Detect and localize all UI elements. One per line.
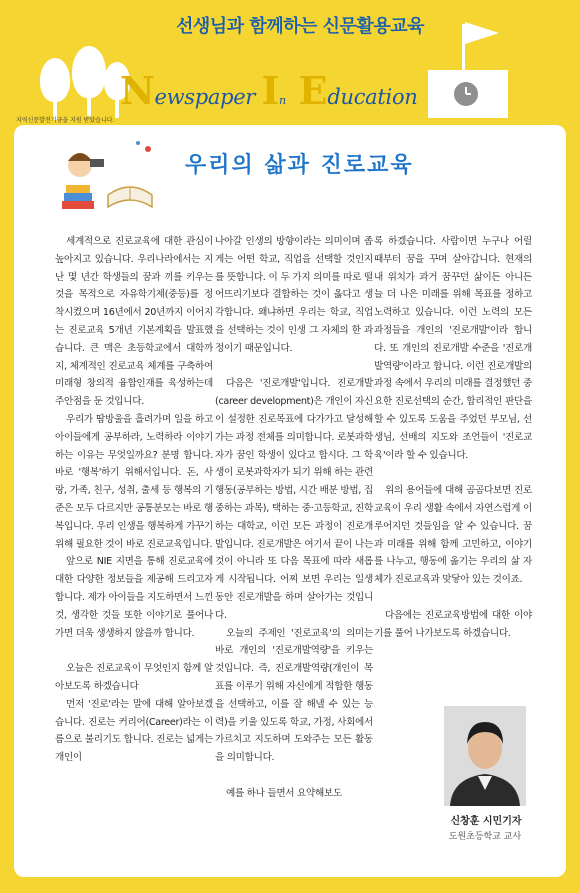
header	[0, 0, 580, 118]
author-affiliation: 도원초등학교 교사	[448, 832, 522, 842]
paragraph: 다음에는 진로교육방법에 대한 이야기를 풀어 나가보도록 하겠습니다.	[374, 609, 532, 639]
paragraph: 다음은 '진로개발'입니다. 진로개발(career development)은 개인이 자신이 설정한 진로목표에 다가가고 달성해가는 과정 전체를 의미합니다. 로봇과학자가 꿈인 학생이 있다고 합시다. 그 학생이 로봇과학자가 되기 위해 하는 관련 행동(공부하는 방법, 시간 배분 방법, 집중하는 과목), 택하는 중·고등학교, 진학하는 대학교, 이런 모든 과정이 진로개발입니다. 진로개발은 여기서 끝이 나는 것이 아니라 또 다음 목표에 따라 새롭게 시작됩니다. 어찌 보면 우리는 일생동안 진로개발을 하며 살아가는 것입니다.	[215, 378, 373, 621]
paragraph: 록 하겠습니다. 사람이면 누구나 어릴 때부터 꿈을 꾸며 살아갑니다. 현재의 내 위치가 과거 꿈꾸던 삶이든 아니든 늘 더 나은 미래를 위해 목표를 정하고 노력하고 있습니다. 이런 노력의 모든 과정들을 개인의 '진로개발'이라 합니다. 또 개인의 진로개발 수준을 '진로개발역량'이라고 합니다. 이런 진로개발의 과정 속에서 우리의 미래를 결정했던 중요한 진로선택의 순간, 합리적인 판단을 할 수 있도록 도움을 주었던 부모님, 선생님, 선배의 지도와 조언들이 '진로교육'이라 할 수 있습니다.	[374, 236, 532, 461]
paragraph: 나아갈 인생의 방향이라는 의미이며 좁게는 어떤 학교, 직업을 선택할 것인지를 뜻합니다. 이 두 가지 의미를 따로 떨어뜨리기보다 결합하는 것이 옳다고 생각합니다. 왜냐하면 우리는 학교, 직업을 선택하는 것이 인생 그 자체의 한 과정이기 때문입니다.	[215, 236, 373, 354]
paragraph: 앞으로 NIE 지면을 통해 진로교육에 대한 다양한 정보들을 제공해 드리고자 합니다. 제가 아이들을 지도하면서 느낀 것, 생각한 것들 또한 이야기로 풀어나가면 더욱 생생하지 않을까 합니다.	[55, 556, 213, 639]
paragraph: 세계적으로 진로교육에 대한 관심이 높아지고 있습니다. 우리나라에서는 지난 몇 년간 학생들의 꿈과 끼를 키우는 것을 목적으로 자유학기제(중등)를 정착시켰으며 16년에서 20년까지 이어지는 진로교육 5개년 기본계획을 발표했습니다. 큰 맥은 초등학교에서 대학까지, 체계적인 진로교육 체계를 구축하여 미래형 창의적 융합인재를 육성하는데 주안점을 둔 것입니다.	[55, 236, 213, 408]
reading-child-illustration	[60, 135, 160, 215]
paragraph: 위의 용어들에 대해 곰곰다보면 진로교육이 우리 생활 속에서 자연스럽게 이루어지던 것들임을 알 수 있습니다. 꿈과 미래를 위해 함께 고민하고, 이야기를 나누고, 행동에 옮기는 우리의 삶 자체가 진로교육과 맞닿아 있는 것이죠.	[374, 485, 532, 586]
funding-note: 지역신문발전기금을 지원 받았습니다.	[16, 117, 115, 124]
article-column-3	[374, 233, 532, 642]
nie-logo-text: Newspaper In Education	[120, 68, 418, 113]
article-column-1	[55, 233, 213, 767]
clock-icon	[452, 80, 480, 108]
paragraph: 오늘의 주제인 '진로교육'의 의미는 바로 개인의 '진로개발역량'을 키우는 것입니다. 즉, 진로개발역량(개인이 목표를 이루기 위해 자신에게 적합한 행동을 선택하고, 이를 잘 해낼 수 있는 능력)을 키울 있도록 학교, 가정, 사회에서 가르치고 지도하며 도와주는 모든 활동을 의미합니다.	[215, 627, 373, 764]
paragraph: 예를 하나 들면서 요약해보도	[226, 787, 342, 799]
section-title: 선생님과 함께하는 신문활용교육	[176, 16, 424, 37]
article-title: 우리의 삶과 진로교육	[185, 153, 414, 178]
flag-icon	[465, 22, 499, 44]
author-name: 신창훈 시민기자	[450, 816, 522, 827]
flag-pole	[462, 24, 465, 72]
author-photo	[444, 706, 526, 806]
paragraph: 먼저 '진로'라는 말에 대해 알아보겠습니다. 진로는 커리어(Career)라는 이름으로 불리기도 합니다. 진로는 넓게는 개인이	[55, 698, 213, 764]
article-column-2	[215, 233, 373, 803]
paragraph: 오늘은 진로교육이 무엇인지 함께 알아보도록 하겠습니다	[55, 663, 213, 692]
paragraph: 우리가 땀방울을 흘려가며 일을 하고 아이들에게 공부하라, 노력하라 이야기하는 이유는 무엇일까요? 분명 합니다. 바로 '행복'하기 위해서입니다. 돈, 사랑, 가족, 친구, 성취, 출세 등 행복의 기준은 모두 다르지만 공통분모는 바로 행복입니다. 우리 인생을 행복하게 가꾸기 위해 필요한 것이 바로 진로교육입니다.	[55, 413, 213, 550]
